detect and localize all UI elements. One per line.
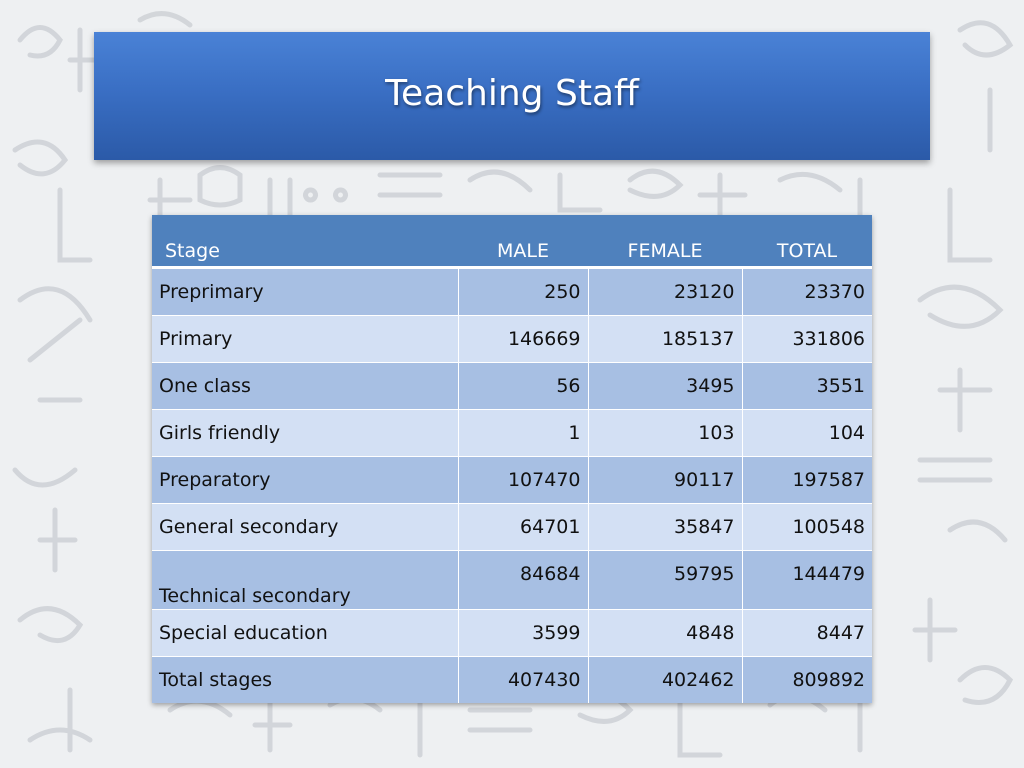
row-total: 197587 xyxy=(742,457,872,504)
row-female: 103 xyxy=(588,410,742,457)
row-total: 331806 xyxy=(742,316,872,363)
row-total: 8447 xyxy=(742,610,872,657)
row-stage: Preprimary xyxy=(152,268,458,316)
row-male: 84684 xyxy=(458,551,588,610)
row-male: 107470 xyxy=(458,457,588,504)
title-banner xyxy=(94,32,930,160)
row-stage: Technical secondary xyxy=(152,551,458,610)
row-total: 104 xyxy=(742,410,872,457)
row-male: 1 xyxy=(458,410,588,457)
row-stage: Special education xyxy=(152,610,458,657)
row-male: 64701 xyxy=(458,504,588,551)
row-stage: Total stages xyxy=(152,657,458,704)
row-total: 23370 xyxy=(742,268,872,316)
header-male: MALE xyxy=(458,215,588,268)
table-row xyxy=(152,316,872,363)
table-row xyxy=(152,551,872,610)
header-total: TOTAL xyxy=(742,215,872,268)
row-male: 146669 xyxy=(458,316,588,363)
teaching-staff-table xyxy=(152,215,872,703)
row-female: 3495 xyxy=(588,363,742,410)
table-row xyxy=(152,363,872,410)
slide-title: Teaching Staff xyxy=(385,72,639,114)
row-stage: General secondary xyxy=(152,504,458,551)
row-total: 144479 xyxy=(742,551,872,610)
row-total: 809892 xyxy=(742,657,872,704)
row-male: 3599 xyxy=(458,610,588,657)
row-stage: One class xyxy=(152,363,458,410)
table-row xyxy=(152,457,872,504)
table-row xyxy=(152,610,872,657)
row-female: 4848 xyxy=(588,610,742,657)
table-row xyxy=(152,268,872,316)
row-female: 59795 xyxy=(588,551,742,610)
row-male: 56 xyxy=(458,363,588,410)
row-female: 185137 xyxy=(588,316,742,363)
row-stage: Primary xyxy=(152,316,458,363)
row-stage: Girls friendly xyxy=(152,410,458,457)
row-female: 35847 xyxy=(588,504,742,551)
row-female: 90117 xyxy=(588,457,742,504)
header-female: FEMALE xyxy=(588,215,742,268)
table-row-total xyxy=(152,657,872,704)
row-male: 250 xyxy=(458,268,588,316)
row-male: 407430 xyxy=(458,657,588,704)
row-female: 23120 xyxy=(588,268,742,316)
row-total: 100548 xyxy=(742,504,872,551)
header-stage: Stage xyxy=(152,215,458,268)
table-row xyxy=(152,410,872,457)
table-header-row xyxy=(152,215,872,268)
table-row xyxy=(152,504,872,551)
row-female: 402462 xyxy=(588,657,742,704)
row-stage: Preparatory xyxy=(152,457,458,504)
row-total: 3551 xyxy=(742,363,872,410)
